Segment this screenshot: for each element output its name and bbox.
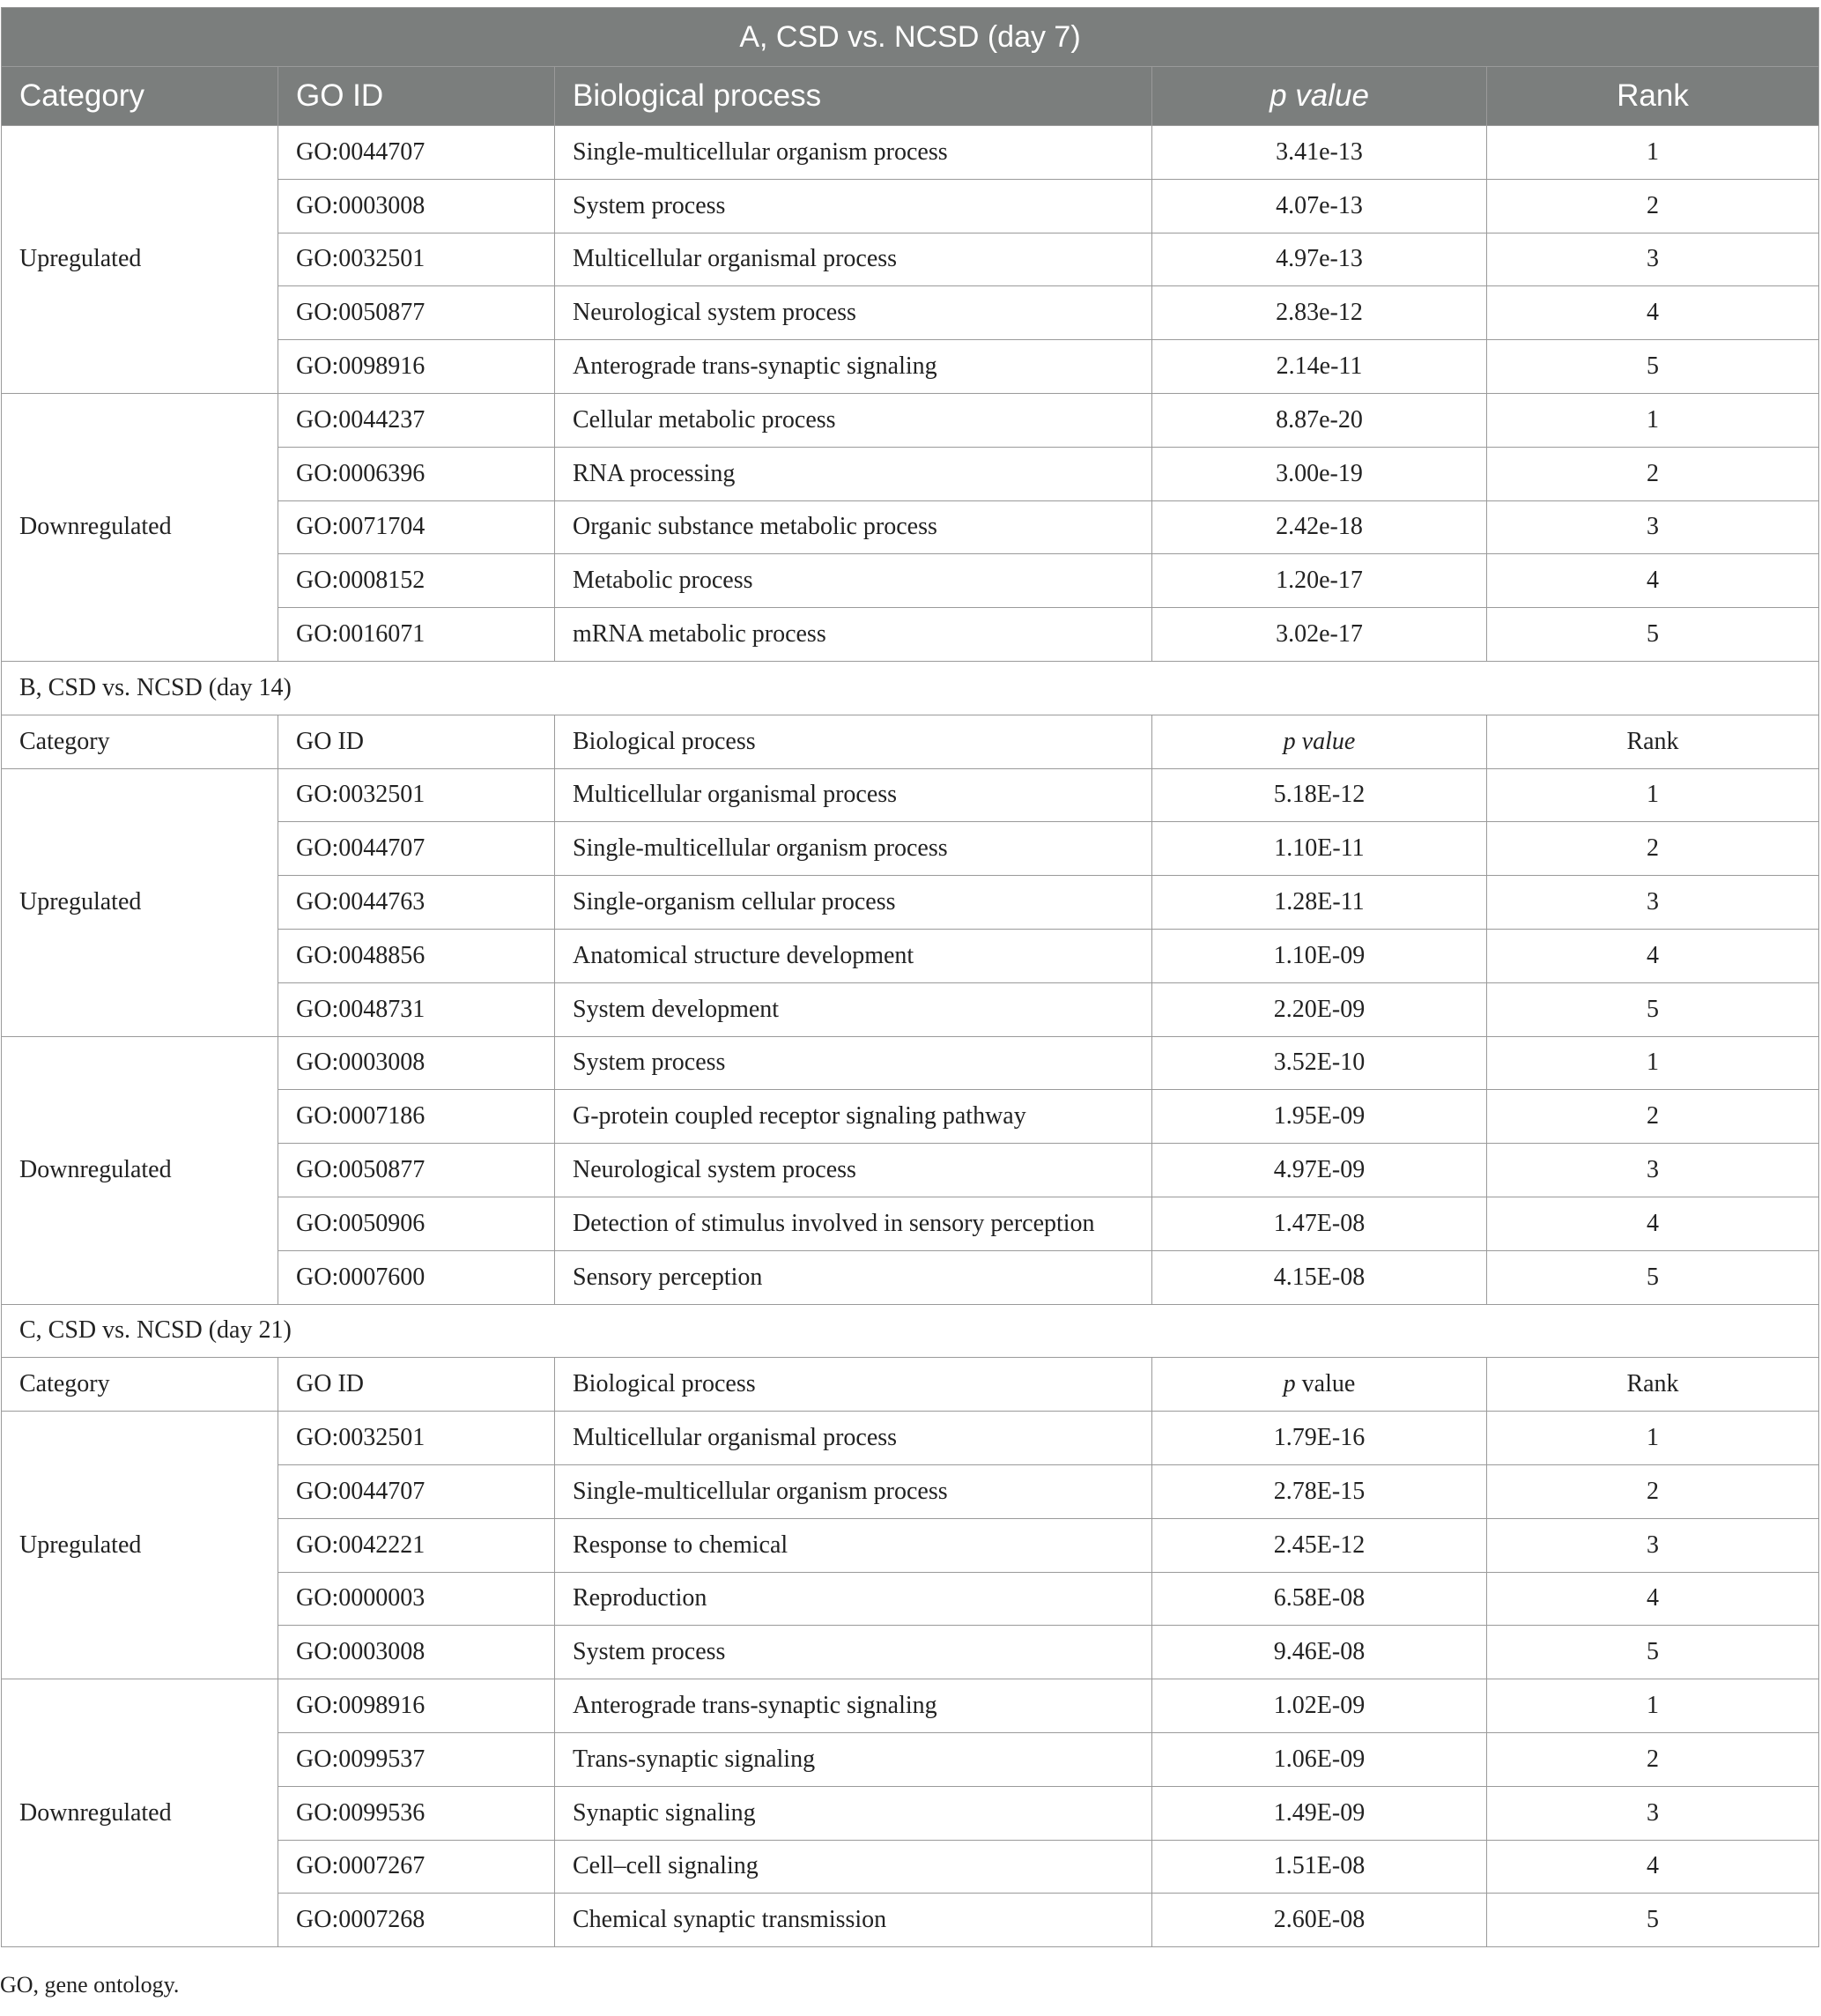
go-id-cell: GO:0071704 bbox=[278, 500, 555, 554]
col-header-rank: Rank bbox=[1487, 715, 1819, 768]
go-id-cell: GO:0044237 bbox=[278, 393, 555, 447]
go-id-cell: GO:0044707 bbox=[278, 126, 555, 180]
rank-cell: 5 bbox=[1487, 982, 1819, 1036]
go-id-cell: GO:0048856 bbox=[278, 929, 555, 982]
category-cell: Upregulated bbox=[2, 1412, 278, 1679]
go-id-cell: GO:0048731 bbox=[278, 982, 555, 1036]
col-header-go-id: GO ID bbox=[278, 67, 555, 126]
process-cell: Reproduction bbox=[555, 1572, 1152, 1626]
pvalue-cell: 1.20e-17 bbox=[1152, 554, 1487, 608]
pvalue-cell: 2.45E-12 bbox=[1152, 1518, 1487, 1572]
pvalue-cell: 4.97E-09 bbox=[1152, 1144, 1487, 1197]
rank-cell: 4 bbox=[1487, 554, 1819, 608]
go-id-cell: GO:0044707 bbox=[278, 1464, 555, 1518]
col-header-category: Category bbox=[2, 1358, 278, 1412]
table-footnote: GO, gene ontology. bbox=[0, 1972, 180, 1997]
process-cell: System process bbox=[555, 1626, 1152, 1679]
go-id-cell: GO:0032501 bbox=[278, 233, 555, 286]
go-id-cell: GO:0016071 bbox=[278, 608, 555, 662]
process-cell: Cell–cell signaling bbox=[555, 1840, 1152, 1894]
section-b-title: B, CSD vs. NCSD (day 14) bbox=[2, 661, 1819, 715]
rank-cell: 2 bbox=[1487, 822, 1819, 876]
category-cell: Downregulated bbox=[2, 1679, 278, 1947]
pvalue-cell: 1.28E-11 bbox=[1152, 876, 1487, 930]
pvalue-p-letter: p bbox=[1283, 1370, 1296, 1398]
pvalue-cell: 6.58E-08 bbox=[1152, 1572, 1487, 1626]
rank-cell: 3 bbox=[1487, 233, 1819, 286]
pvalue-cell: 1.06E-09 bbox=[1152, 1732, 1487, 1786]
go-id-cell: GO:0050877 bbox=[278, 1144, 555, 1197]
rank-cell: 3 bbox=[1487, 1518, 1819, 1572]
process-cell: Multicellular organismal process bbox=[555, 233, 1152, 286]
rank-cell: 1 bbox=[1487, 393, 1819, 447]
go-id-cell: GO:0050906 bbox=[278, 1197, 555, 1250]
process-cell: mRNA metabolic process bbox=[555, 608, 1152, 662]
process-cell: Multicellular organismal process bbox=[555, 768, 1152, 822]
process-cell: Anatomical structure development bbox=[555, 929, 1152, 982]
pvalue-cell: 1.95E-09 bbox=[1152, 1090, 1487, 1144]
col-header-process: Biological process bbox=[555, 1358, 1152, 1412]
category-cell: Downregulated bbox=[2, 1036, 278, 1304]
pvalue-cell: 2.83e-12 bbox=[1152, 286, 1487, 340]
col-header-go-id: GO ID bbox=[278, 1358, 555, 1412]
table-row bbox=[2, 768, 1819, 822]
go-id-cell: GO:0007186 bbox=[278, 1090, 555, 1144]
col-header-pvalue: p value bbox=[1152, 67, 1487, 126]
col-header-rank: Rank bbox=[1487, 1358, 1819, 1412]
table-row bbox=[2, 393, 1819, 447]
pvalue-cell: 9.46E-08 bbox=[1152, 1626, 1487, 1679]
rank-cell: 3 bbox=[1487, 1786, 1819, 1840]
section-c-title: C, CSD vs. NCSD (day 21) bbox=[2, 1304, 1819, 1358]
rank-cell: 5 bbox=[1487, 1250, 1819, 1304]
process-cell: Anterograde trans-synaptic signaling bbox=[555, 1679, 1152, 1733]
process-cell: System development bbox=[555, 982, 1152, 1036]
go-id-cell: GO:0098916 bbox=[278, 1679, 555, 1733]
rank-cell: 2 bbox=[1487, 179, 1819, 233]
table-title-row bbox=[2, 8, 1819, 67]
process-cell: Synaptic signaling bbox=[555, 1786, 1152, 1840]
pvalue-cell: 3.52E-10 bbox=[1152, 1036, 1487, 1090]
col-header-process: Biological process bbox=[555, 715, 1152, 768]
pvalue-cell: 1.49E-09 bbox=[1152, 1786, 1487, 1840]
rank-cell: 2 bbox=[1487, 1732, 1819, 1786]
category-cell: Upregulated bbox=[2, 768, 278, 1036]
process-cell: Single-organism cellular process bbox=[555, 876, 1152, 930]
col-header-rank: Rank bbox=[1487, 67, 1819, 126]
go-id-cell: GO:0042221 bbox=[278, 1518, 555, 1572]
rank-cell: 4 bbox=[1487, 1572, 1819, 1626]
process-cell: G-protein coupled receptor signaling pathway bbox=[555, 1090, 1152, 1144]
pvalue-cell: 8.87e-20 bbox=[1152, 393, 1487, 447]
col-header-pvalue: p value bbox=[1152, 715, 1487, 768]
table-row bbox=[2, 1412, 1819, 1465]
rank-cell: 3 bbox=[1487, 876, 1819, 930]
category-cell: Downregulated bbox=[2, 393, 278, 661]
go-id-cell: GO:0008152 bbox=[278, 554, 555, 608]
pvalue-cell: 2.60E-08 bbox=[1152, 1894, 1487, 1947]
pvalue-cell: 1.79E-16 bbox=[1152, 1412, 1487, 1465]
header-row-a bbox=[2, 67, 1819, 126]
table-row bbox=[2, 126, 1819, 180]
process-cell: Response to chemical bbox=[555, 1518, 1152, 1572]
rank-cell: 1 bbox=[1487, 1679, 1819, 1733]
process-cell: Chemical synaptic transmission bbox=[555, 1894, 1152, 1947]
pvalue-cell: 2.42e-18 bbox=[1152, 500, 1487, 554]
process-cell: Sensory perception bbox=[555, 1250, 1152, 1304]
col-header-go-id: GO ID bbox=[278, 715, 555, 768]
go-id-cell: GO:0044707 bbox=[278, 822, 555, 876]
pvalue-cell: 4.07e-13 bbox=[1152, 179, 1487, 233]
process-cell: System process bbox=[555, 1036, 1152, 1090]
rank-cell: 2 bbox=[1487, 1464, 1819, 1518]
col-header-category: Category bbox=[2, 67, 278, 126]
go-id-cell: GO:0006396 bbox=[278, 447, 555, 500]
pvalue-cell: 1.02E-09 bbox=[1152, 1679, 1487, 1733]
pvalue-cell: 1.51E-08 bbox=[1152, 1840, 1487, 1894]
go-id-cell: GO:0003008 bbox=[278, 1036, 555, 1090]
process-cell: Multicellular organismal process bbox=[555, 1412, 1152, 1465]
go-id-cell: GO:0007267 bbox=[278, 1840, 555, 1894]
rank-cell: 4 bbox=[1487, 929, 1819, 982]
rank-cell: 5 bbox=[1487, 1894, 1819, 1947]
process-cell: Metabolic process bbox=[555, 554, 1152, 608]
go-id-cell: GO:0000003 bbox=[278, 1572, 555, 1626]
rank-cell: 4 bbox=[1487, 1197, 1819, 1250]
rank-cell: 1 bbox=[1487, 1412, 1819, 1465]
pvalue-cell: 3.02e-17 bbox=[1152, 608, 1487, 662]
col-header-pvalue bbox=[1152, 1358, 1487, 1412]
header-row-b bbox=[2, 715, 1819, 768]
rank-cell: 3 bbox=[1487, 1144, 1819, 1197]
go-id-cell: GO:0098916 bbox=[278, 340, 555, 394]
rank-cell: 4 bbox=[1487, 286, 1819, 340]
rank-cell: 5 bbox=[1487, 1626, 1819, 1679]
go-id-cell: GO:0032501 bbox=[278, 1412, 555, 1465]
process-cell: Anterograde trans-synaptic signaling bbox=[555, 340, 1152, 394]
process-cell: RNA processing bbox=[555, 447, 1152, 500]
table-row bbox=[2, 1679, 1819, 1733]
go-id-cell: GO:0007268 bbox=[278, 1894, 555, 1947]
process-cell: Single-multicellular organism process bbox=[555, 126, 1152, 180]
pvalue-cell: 2.14e-11 bbox=[1152, 340, 1487, 394]
pvalue-cell: 1.10E-11 bbox=[1152, 822, 1487, 876]
pvalue-cell: 5.18E-12 bbox=[1152, 768, 1487, 822]
rank-cell: 2 bbox=[1487, 1090, 1819, 1144]
go-id-cell: GO:0003008 bbox=[278, 1626, 555, 1679]
go-id-cell: GO:0099537 bbox=[278, 1732, 555, 1786]
go-id-cell: GO:0050877 bbox=[278, 286, 555, 340]
go-id-cell: GO:0044763 bbox=[278, 876, 555, 930]
process-cell: System process bbox=[555, 179, 1152, 233]
pvalue-cell: 2.78E-15 bbox=[1152, 1464, 1487, 1518]
pvalue-cell: 3.00e-19 bbox=[1152, 447, 1487, 500]
pvalue-cell: 1.47E-08 bbox=[1152, 1197, 1487, 1250]
rank-cell: 5 bbox=[1487, 340, 1819, 394]
process-cell: Trans-synaptic signaling bbox=[555, 1732, 1152, 1786]
table-row bbox=[2, 1036, 1819, 1090]
process-cell: Neurological system process bbox=[555, 286, 1152, 340]
section-c-title-row bbox=[2, 1304, 1819, 1358]
go-id-cell: GO:0007600 bbox=[278, 1250, 555, 1304]
category-cell: Upregulated bbox=[2, 126, 278, 394]
rank-cell: 4 bbox=[1487, 1840, 1819, 1894]
section-b-title-row bbox=[2, 661, 1819, 715]
pvalue-cell: 3.41e-13 bbox=[1152, 126, 1487, 180]
header-row-c bbox=[2, 1358, 1819, 1412]
rank-cell: 5 bbox=[1487, 608, 1819, 662]
go-id-cell: GO:0003008 bbox=[278, 179, 555, 233]
pvalue-cell: 4.15E-08 bbox=[1152, 1250, 1487, 1304]
process-cell: Cellular metabolic process bbox=[555, 393, 1152, 447]
col-header-category: Category bbox=[2, 715, 278, 768]
pvalue-cell: 4.97e-13 bbox=[1152, 233, 1487, 286]
rank-cell: 1 bbox=[1487, 768, 1819, 822]
process-cell: Organic substance metabolic process bbox=[555, 500, 1152, 554]
go-enrichment-table bbox=[1, 7, 1819, 1947]
process-cell: Detection of stimulus involved in sensory perception bbox=[555, 1197, 1152, 1250]
section-a-title: A, CSD vs. NCSD (day 7) bbox=[2, 8, 1819, 67]
rank-cell: 3 bbox=[1487, 500, 1819, 554]
pvalue-cell: 1.10E-09 bbox=[1152, 929, 1487, 982]
process-cell: Single-multicellular organism process bbox=[555, 822, 1152, 876]
pvalue-cell: 2.20E-09 bbox=[1152, 982, 1487, 1036]
rank-cell: 1 bbox=[1487, 126, 1819, 180]
process-cell: Single-multicellular organism process bbox=[555, 1464, 1152, 1518]
process-cell: Neurological system process bbox=[555, 1144, 1152, 1197]
rank-cell: 2 bbox=[1487, 447, 1819, 500]
go-id-cell: GO:0099536 bbox=[278, 1786, 555, 1840]
col-header-process: Biological process bbox=[555, 67, 1152, 126]
pvalue-word: value bbox=[1295, 1370, 1356, 1398]
rank-cell: 1 bbox=[1487, 1036, 1819, 1090]
go-id-cell: GO:0032501 bbox=[278, 768, 555, 822]
